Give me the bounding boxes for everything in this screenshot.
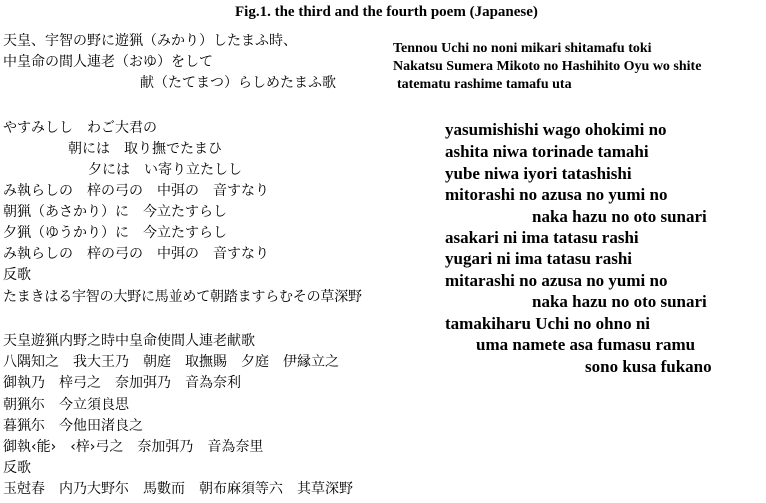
intro-ro-line-2: Nakatsu Sumera Mikoto no Hashihito Oyu wo shite [393,59,702,74]
poem-ro-line-10: tamakiharu Uchi no ohno ni [445,314,650,333]
original-line-1: 天皇遊猟内野之時中皇命使間人連老献歌 [3,333,255,349]
poem-ro-line-12: sono kusa fukano [585,357,712,376]
original-line-2: 八隅知之 我大王乃 朝庭 取撫賜 夕庭 伊縁立之 [3,354,339,370]
intro-ro-line-3: tatematu rashime tamafu uta [397,77,572,92]
original-line-4: 朝猟尓 今立須良思 [3,397,129,413]
original-line-8: 玉尅春 内乃大野尓 馬數而 朝布麻須等六 其草深野 [3,481,353,497]
intro-ro-line-1: Tennou Uchi no noni mikari shitamafu toki [393,41,652,56]
poem-ro-line-8: mitarashi no azusa no yumi no [445,271,668,290]
figure-title: Fig.1. the third and the fourth poem (Japanese) [235,4,538,20]
intro-jp-line-3: 献（たてまつ）らしめたまふ歌 [140,75,336,91]
poem-jp-line-3: 夕には い寄り立たしし [88,162,242,178]
original-line-3: 御執乃 梓弓之 奈加弭乃 音為奈利 [3,375,241,391]
intro-jp-line-1: 天皇、宇智の野に遊猟（みかり）したまふ時、 [3,33,297,49]
poem-jp-line-6: 夕猟（ゆうかり）に 今立たすらし [3,225,227,241]
original-line-6: 御執‹能› ‹梓›弓之 奈加弭乃 音為奈里 [3,439,264,455]
poem-ro-line-7: yugari ni ima tatasu rashi [445,249,633,268]
intro-jp-line-2: 中皇命の間人連老（おゆ）をして [3,54,213,70]
poem-ro-line-6: asakari ni ima tatasu rashi [445,228,639,247]
poem-jp-line-4: み執らしの 梓の弓の 中弭の 音すなり [3,183,269,199]
poem-jp-line-1: やすみしし わご大君の [3,120,157,136]
original-line-7: 反歌 [3,460,31,476]
original-line-5: 暮猟尓 今他田渚良之 [3,418,143,434]
poem-ro-line-2: ashita niwa torinade tamahi [445,142,649,161]
poem-ro-line-3: yube niwa iyori tatashishi [445,164,632,183]
poem-jp-line-7: み執らしの 梓の弓の 中弭の 音すなり [3,246,269,262]
poem-jp-line-5: 朝猟（あさかり）に 今立たすらし [3,204,227,220]
poem-jp-line-9: たまきはる宇智の大野に馬並めて朝踏ますらむその草深野 [3,289,362,305]
poem-ro-line-11: uma namete asa fumasu ramu [476,335,696,354]
poem-ro-line-5: naka hazu no oto sunari [532,207,707,226]
poem-ro-line-4: mitorashi no azusa no yumi no [445,185,668,204]
poem-ro-line-9: naka hazu no oto sunari [532,292,707,311]
poem-jp-line-8: 反歌 [3,267,31,283]
poem-ro-line-1: yasumishishi wago ohokimi no [445,120,667,139]
poem-jp-line-2: 朝には 取り撫でたまひ [68,141,222,157]
